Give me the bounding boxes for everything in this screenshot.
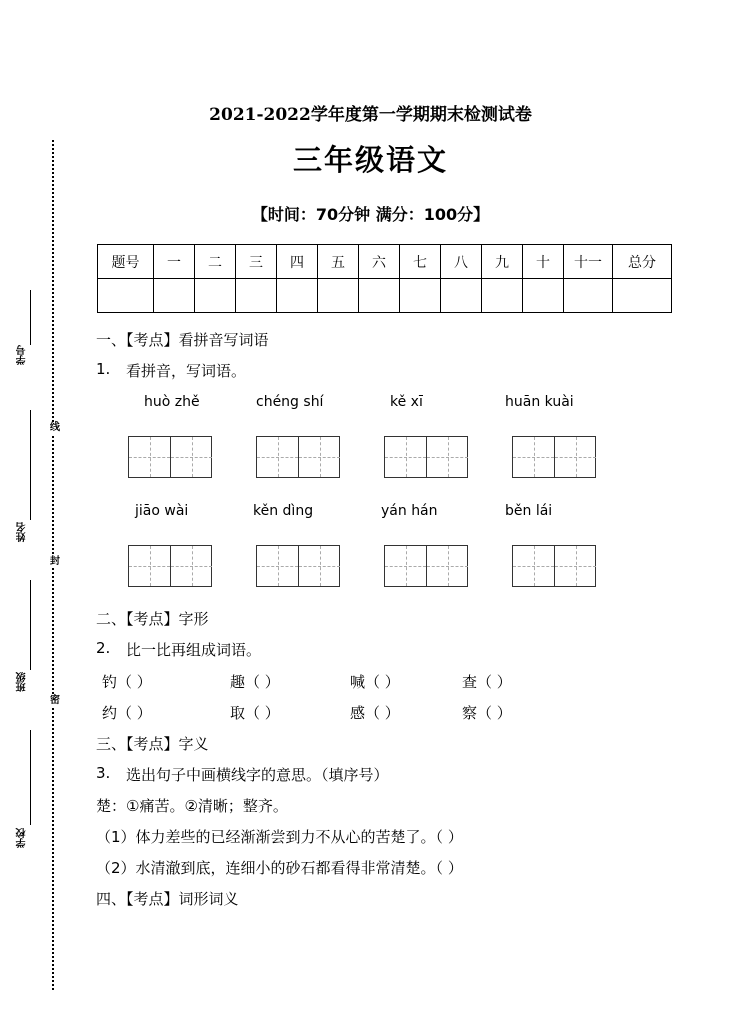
section1-heading: 一、【考点】看拼音写词语 xyxy=(96,331,269,349)
score-header-cell: 八 xyxy=(441,245,482,279)
exam-time-info: 【时间：70分钟 满分：100分】 xyxy=(251,205,490,224)
writing-grid[interactable] xyxy=(384,436,468,478)
student-id-label: 学号 xyxy=(17,345,28,365)
score-cell[interactable] xyxy=(482,279,523,313)
question3-number: 3. xyxy=(96,764,111,782)
writing-grid[interactable] xyxy=(256,436,340,478)
writing-grid[interactable] xyxy=(128,436,212,478)
score-cell[interactable] xyxy=(236,279,277,313)
writing-grid[interactable] xyxy=(128,545,212,587)
writing-grid[interactable] xyxy=(512,436,596,478)
class-fill-line xyxy=(30,580,31,670)
name-fill-line xyxy=(30,410,31,520)
score-cell[interactable] xyxy=(613,279,672,313)
char-compare-item[interactable]: 钓（ ） xyxy=(102,673,152,691)
score-header-cell: 五 xyxy=(318,245,359,279)
score-header-cell: 十一 xyxy=(564,245,613,279)
score-cell[interactable] xyxy=(154,279,195,313)
score-table-header-row xyxy=(98,245,672,279)
score-table-score-row xyxy=(98,279,672,313)
exam-subject-title: 三年级语文 xyxy=(292,143,448,177)
score-header-cell: 九 xyxy=(482,245,523,279)
sentence-item-2[interactable]: （2）水清澈到底，连细小的砂石都看得非常清楚。（ ） xyxy=(96,859,463,877)
score-cell[interactable] xyxy=(523,279,564,313)
school-label: 学校 xyxy=(17,828,28,848)
score-header-cell: 十 xyxy=(523,245,564,279)
score-header-cell: 三 xyxy=(236,245,277,279)
school-fill-line xyxy=(30,730,31,825)
student-id-fill-line xyxy=(30,290,31,345)
char-compare-item[interactable]: 约（ ） xyxy=(102,704,152,722)
score-header-cell: 四 xyxy=(277,245,318,279)
seal-mark-secret: 密 xyxy=(50,695,60,706)
score-table xyxy=(97,244,672,313)
pinyin-label: jiāo wài xyxy=(135,503,189,519)
section3-heading: 三、【考点】字义 xyxy=(96,735,209,753)
pinyin-label: yán hán xyxy=(381,503,438,519)
writing-grid[interactable] xyxy=(256,545,340,587)
question3-text: 选出句子中画横线字的意思。（填序号） xyxy=(126,766,389,784)
pinyin-label: kěn dìng xyxy=(253,503,314,519)
section4-heading: 四、【考点】词形词义 xyxy=(96,890,239,908)
definition-line: 楚：①痛苦。②清晰；整齐。 xyxy=(96,797,288,815)
pinyin-label: huò zhě xyxy=(144,394,200,410)
writing-grid[interactable] xyxy=(512,545,596,587)
pinyin-label: chéng shí xyxy=(256,394,324,410)
question1-number: 1. xyxy=(96,360,111,378)
char-compare-item[interactable]: 查（ ） xyxy=(462,673,512,691)
char-compare-item[interactable]: 察（ ） xyxy=(462,704,512,722)
score-cell[interactable] xyxy=(400,279,441,313)
section2-heading: 二、【考点】字形 xyxy=(96,610,209,628)
char-compare-item[interactable]: 趣（ ） xyxy=(230,673,280,691)
score-cell[interactable] xyxy=(564,279,613,313)
score-header-cell: 二 xyxy=(195,245,236,279)
pinyin-label: běn lái xyxy=(505,503,553,519)
char-compare-item[interactable]: 取（ ） xyxy=(230,704,280,722)
score-cell[interactable] xyxy=(441,279,482,313)
score-cell[interactable] xyxy=(277,279,318,313)
score-cell[interactable] xyxy=(195,279,236,313)
writing-grid[interactable] xyxy=(384,545,468,587)
score-cell[interactable] xyxy=(318,279,359,313)
question2-text: 比一比再组成词语。 xyxy=(126,641,262,659)
class-label: 班级 xyxy=(17,672,28,692)
question2-number: 2. xyxy=(96,639,111,657)
sentence-item-1[interactable]: （1）体力差些的已经渐渐尝到力不从心的苦楚了。（ ） xyxy=(96,828,463,846)
pinyin-label: kě xī xyxy=(390,394,423,410)
name-label: 姓名 xyxy=(17,522,28,542)
char-compare-item[interactable]: 感（ ） xyxy=(350,704,400,722)
score-header-cell: 一 xyxy=(154,245,195,279)
score-header-cell: 总分 xyxy=(613,245,672,279)
question1-text: 看拼音，写词语。 xyxy=(126,362,247,380)
pinyin-label: huān kuài xyxy=(505,394,574,410)
score-header-cell: 题号 xyxy=(98,245,154,279)
seal-mark-line: 线 xyxy=(50,422,60,433)
score-header-cell: 六 xyxy=(359,245,400,279)
seal-mark-seal: 封 xyxy=(50,556,60,567)
score-header-cell: 七 xyxy=(400,245,441,279)
exam-year-title: 2021-2022学年度第一学期期末检测试卷 xyxy=(209,105,532,125)
score-cell[interactable] xyxy=(98,279,154,313)
score-cell[interactable] xyxy=(359,279,400,313)
char-compare-item[interactable]: 喊（ ） xyxy=(350,673,400,691)
